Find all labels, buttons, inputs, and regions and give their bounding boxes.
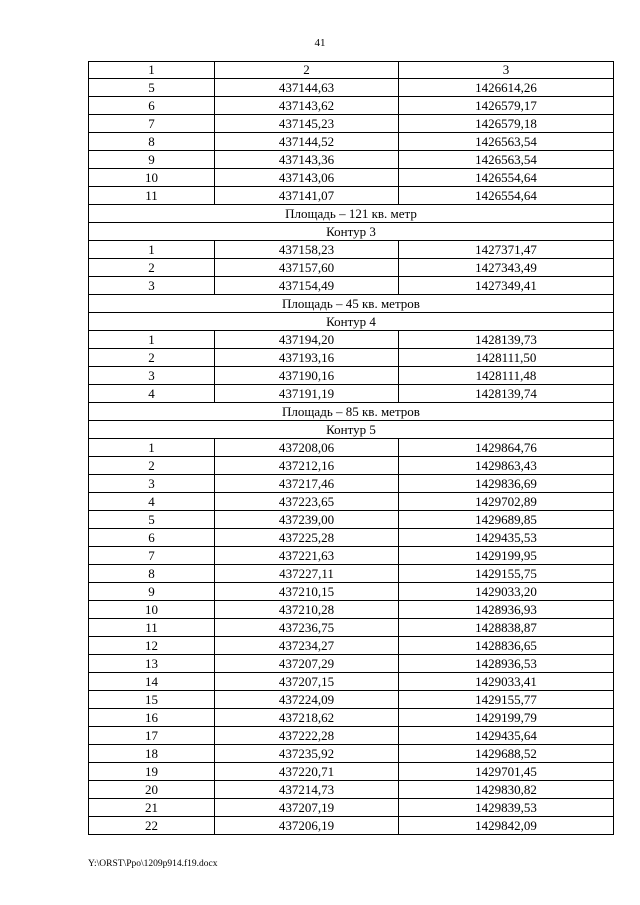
- table-row: [89, 133, 614, 151]
- section-label: Контур 5: [89, 421, 614, 439]
- coordinate-x: 437214,73: [215, 781, 399, 799]
- table-row: [89, 241, 614, 259]
- table-row: [89, 493, 614, 511]
- point-number: 3: [89, 277, 215, 295]
- point-number: 9: [89, 151, 215, 169]
- coordinate-y: 1428139,73: [399, 331, 614, 349]
- coordinate-y: 1427371,47: [399, 241, 614, 259]
- section-row: [89, 421, 614, 439]
- table-row: [89, 511, 614, 529]
- coordinate-x: 437239,00: [215, 511, 399, 529]
- coordinate-y: 1429701,45: [399, 763, 614, 781]
- table-row: [89, 601, 614, 619]
- table-row: [89, 583, 614, 601]
- table-row: [89, 151, 614, 169]
- coordinate-y: 1429155,75: [399, 565, 614, 583]
- table-row: [89, 367, 614, 385]
- coordinate-x: 437144,63: [215, 79, 399, 97]
- coordinate-x: 437194,20: [215, 331, 399, 349]
- coordinate-x: 437207,29: [215, 655, 399, 673]
- table-row: [89, 277, 614, 295]
- coordinate-y: 1426554,64: [399, 187, 614, 205]
- section-label: Площадь – 45 кв. метров: [89, 295, 614, 313]
- section-row: [89, 223, 614, 241]
- coordinate-y: 1429199,79: [399, 709, 614, 727]
- point-number: 3: [89, 367, 215, 385]
- coordinate-x: 437141,07: [215, 187, 399, 205]
- point-number: 1: [89, 439, 215, 457]
- table-row: [89, 439, 614, 457]
- table-row: [89, 79, 614, 97]
- point-number: 1: [89, 331, 215, 349]
- table-row: [89, 115, 614, 133]
- table-row: [89, 709, 614, 727]
- coordinate-x: 437235,92: [215, 745, 399, 763]
- coordinate-y: 1429830,82: [399, 781, 614, 799]
- coordinate-x: 437145,23: [215, 115, 399, 133]
- point-number: 6: [89, 97, 215, 115]
- table-row: [89, 673, 614, 691]
- table-row: [89, 799, 614, 817]
- point-number: 1: [89, 241, 215, 259]
- coordinate-x: 437206,19: [215, 817, 399, 835]
- coordinate-y: 1426554,64: [399, 169, 614, 187]
- coordinate-x: 437158,23: [215, 241, 399, 259]
- section-label: Контур 3: [89, 223, 614, 241]
- point-number: 10: [89, 601, 215, 619]
- section-row: [89, 403, 614, 421]
- section-row: [89, 295, 614, 313]
- coordinate-x: 437210,28: [215, 601, 399, 619]
- coordinate-y: 1426563,54: [399, 133, 614, 151]
- table-row: [89, 727, 614, 745]
- table-row: [89, 619, 614, 637]
- column-header-y: 3: [399, 62, 614, 79]
- coordinate-x: 437208,06: [215, 439, 399, 457]
- coordinate-x: 437207,15: [215, 673, 399, 691]
- coordinate-y: 1429864,76: [399, 439, 614, 457]
- point-number: 21: [89, 799, 215, 817]
- point-number: 2: [89, 457, 215, 475]
- coordinate-x: 437143,62: [215, 97, 399, 115]
- coordinate-y: 1428936,93: [399, 601, 614, 619]
- point-number: 22: [89, 817, 215, 835]
- coordinate-y: 1426579,17: [399, 97, 614, 115]
- point-number: 5: [89, 511, 215, 529]
- point-number: 12: [89, 637, 215, 655]
- point-number: 8: [89, 565, 215, 583]
- point-number: 16: [89, 709, 215, 727]
- coordinate-x: 437223,65: [215, 493, 399, 511]
- column-header-x: 2: [215, 62, 399, 79]
- table-row: [89, 565, 614, 583]
- coordinate-x: 437234,27: [215, 637, 399, 655]
- document-file-path: Y:\ORST\Ppo\1209p914.f19.docx: [88, 859, 218, 869]
- section-row: [89, 313, 614, 331]
- coordinate-y: 1429863,43: [399, 457, 614, 475]
- point-number: 20: [89, 781, 215, 799]
- point-number: 2: [89, 349, 215, 367]
- coordinate-y: 1429435,64: [399, 727, 614, 745]
- point-number: 18: [89, 745, 215, 763]
- table-header-row: [89, 62, 614, 79]
- point-number: 9: [89, 583, 215, 601]
- table-row: [89, 259, 614, 277]
- coordinate-y: 1428139,74: [399, 385, 614, 403]
- coordinate-x: 437157,60: [215, 259, 399, 277]
- coordinate-x: 437191,19: [215, 385, 399, 403]
- table-row: [89, 655, 614, 673]
- point-number: 6: [89, 529, 215, 547]
- point-number: 10: [89, 169, 215, 187]
- table-row: [89, 349, 614, 367]
- point-number: 8: [89, 133, 215, 151]
- section-label: Площадь – 121 кв. метр: [89, 205, 614, 223]
- coordinate-y: 1429033,41: [399, 673, 614, 691]
- coordinate-x: 437144,52: [215, 133, 399, 151]
- coordinate-y: 1428838,87: [399, 619, 614, 637]
- coordinate-x: 437193,16: [215, 349, 399, 367]
- coordinate-y: 1428111,48: [399, 367, 614, 385]
- page-number: 41: [314, 37, 326, 49]
- point-number: 4: [89, 493, 215, 511]
- coordinates-table: [88, 61, 614, 835]
- table-row: [89, 331, 614, 349]
- table-row: [89, 745, 614, 763]
- table-row: [89, 457, 614, 475]
- section-label: Площадь – 85 кв. метров: [89, 403, 614, 421]
- point-number: 11: [89, 187, 215, 205]
- coordinate-x: 437224,09: [215, 691, 399, 709]
- coordinate-y: 1429435,53: [399, 529, 614, 547]
- point-number: 17: [89, 727, 215, 745]
- coordinate-y: 1429689,85: [399, 511, 614, 529]
- table-row: [89, 547, 614, 565]
- coordinate-y: 1429702,89: [399, 493, 614, 511]
- table-row: [89, 529, 614, 547]
- point-number: 13: [89, 655, 215, 673]
- coordinate-x: 437236,75: [215, 619, 399, 637]
- section-row: [89, 205, 614, 223]
- point-number: 4: [89, 385, 215, 403]
- point-number: 15: [89, 691, 215, 709]
- point-number: 2: [89, 259, 215, 277]
- coordinate-x: 437221,63: [215, 547, 399, 565]
- coordinate-y: 1426579,18: [399, 115, 614, 133]
- coordinate-y: 1429688,52: [399, 745, 614, 763]
- column-header-number: 1: [89, 62, 215, 79]
- coordinate-x: 437212,16: [215, 457, 399, 475]
- table-row: [89, 781, 614, 799]
- table-row: [89, 763, 614, 781]
- coordinate-x: 437210,15: [215, 583, 399, 601]
- coordinate-y: 1426614,26: [399, 79, 614, 97]
- coordinate-x: 437218,62: [215, 709, 399, 727]
- coordinate-y: 1429155,77: [399, 691, 614, 709]
- coordinate-y: 1429839,53: [399, 799, 614, 817]
- coordinate-y: 1426563,54: [399, 151, 614, 169]
- coordinate-y: 1427343,49: [399, 259, 614, 277]
- coordinate-y: 1429836,69: [399, 475, 614, 493]
- coordinate-y: 1429842,09: [399, 817, 614, 835]
- coordinate-x: 437225,28: [215, 529, 399, 547]
- coordinate-x: 437207,19: [215, 799, 399, 817]
- coordinate-y: 1428936,53: [399, 655, 614, 673]
- coordinate-y: 1428111,50: [399, 349, 614, 367]
- table-row: [89, 385, 614, 403]
- point-number: 3: [89, 475, 215, 493]
- point-number: 11: [89, 619, 215, 637]
- table-row: [89, 691, 614, 709]
- point-number: 14: [89, 673, 215, 691]
- coordinate-x: 437217,46: [215, 475, 399, 493]
- coordinate-y: 1429199,95: [399, 547, 614, 565]
- table-row: [89, 169, 614, 187]
- table-row: [89, 475, 614, 493]
- point-number: 19: [89, 763, 215, 781]
- table-row: [89, 97, 614, 115]
- coordinate-x: 437220,71: [215, 763, 399, 781]
- coordinate-x: 437222,28: [215, 727, 399, 745]
- coordinate-y: 1427349,41: [399, 277, 614, 295]
- table-row: [89, 187, 614, 205]
- coordinate-x: 437154,49: [215, 277, 399, 295]
- table-row: [89, 817, 614, 835]
- coordinate-x: 437190,16: [215, 367, 399, 385]
- point-number: 5: [89, 79, 215, 97]
- coordinate-y: 1429033,20: [399, 583, 614, 601]
- table-row: [89, 637, 614, 655]
- coordinate-x: 437227,11: [215, 565, 399, 583]
- point-number: 7: [89, 115, 215, 133]
- coordinate-x: 437143,36: [215, 151, 399, 169]
- section-label: Контур 4: [89, 313, 614, 331]
- coordinate-x: 437143,06: [215, 169, 399, 187]
- point-number: 7: [89, 547, 215, 565]
- coordinate-y: 1428836,65: [399, 637, 614, 655]
